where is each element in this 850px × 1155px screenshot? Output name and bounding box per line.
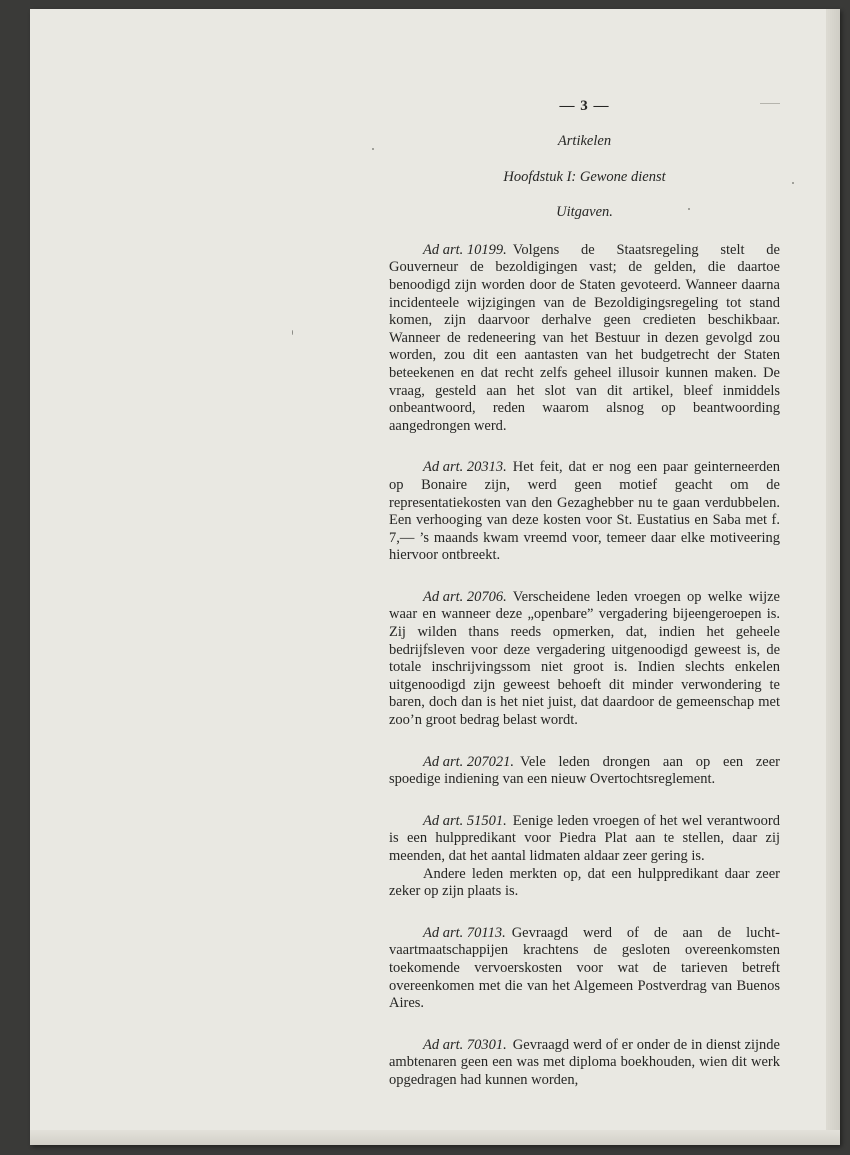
page-edge-bottom bbox=[30, 1130, 840, 1145]
article-paragraph bbox=[389, 242, 780, 436]
page-number: — 3 — bbox=[559, 98, 610, 114]
paper-speck bbox=[792, 182, 794, 184]
article-text: Verscheidene leden vroegen op welke wijze waar en wanneer deze „openbare” vergadering bijeengeroepen is. Zij wilden thans reeds opmerken, dat, indien het geheele bedrijfsleven voor deze vergadering uitgenoodigd geweest is, de totale inschrijvingssom niet groot is. Indien slechts enkelen uitgenoodigd zijn geweest behoeft dit minder verwondering te baren, doch dan is het niet juist, dat daardoor de gemeenschap met zoo’n groot bedrag belast wordt. bbox=[389, 588, 780, 729]
article-reference: Ad art. 20313. bbox=[423, 459, 507, 476]
article-paragraph bbox=[389, 925, 780, 1013]
article-reference: Ad art. 70113. bbox=[423, 924, 506, 941]
article-paragraph bbox=[389, 459, 780, 565]
article-paragraph bbox=[389, 754, 780, 789]
article-reference: Ad art. 207021. bbox=[423, 753, 515, 770]
article-paragraph bbox=[389, 589, 780, 730]
text-column bbox=[389, 98, 780, 1090]
article-block bbox=[389, 925, 780, 1013]
article-text: Gevraagd werd of de aan de luchtvaartmaatschappijen krachtens de gesloten overeenkomsten toekomende vervoerskosten voor wat de tarieven betreft overeenkomen met die van het Algemeen Postverdrag van Buenos Aires. bbox=[389, 924, 780, 1012]
article-block bbox=[389, 459, 780, 565]
article-reference: Ad art. 70301. bbox=[423, 1036, 507, 1053]
article-paragraph bbox=[389, 1037, 780, 1090]
article-block bbox=[389, 242, 780, 436]
article-block bbox=[389, 1037, 780, 1090]
paper-speck bbox=[372, 148, 374, 150]
subsection-heading: Uitgaven. bbox=[556, 204, 613, 221]
page-edge-right bbox=[826, 9, 840, 1145]
article-text: Het feit, dat er nog een paar geinterneerden op Bonaire zijn, werd geen motief geacht om de representatiekosten van den Gezaghebber nu te gaan verdubbelen. Een verhooging van deze kosten voor St. Eustatius en Saba met f. 7,— ’s maands kwam vreemd voor, temeer daar elke motiveering hiervoor ontbreekt. bbox=[389, 459, 780, 564]
articles-list bbox=[389, 242, 780, 1090]
article-text: Andere leden merkten op, dat een hulppredikant daar zeer zeker op zijn plaats is. bbox=[389, 865, 780, 900]
article-paragraph bbox=[389, 866, 780, 901]
article-paragraph bbox=[389, 813, 780, 866]
article-text: Vele leden drongen aan op een zeer spoedige indiening van een nieuw Overtochtsreglement. bbox=[389, 753, 780, 788]
article-block bbox=[389, 754, 780, 789]
article-block bbox=[389, 589, 780, 730]
chapter-heading: Hoofdstuk I: Gewone dienst bbox=[503, 168, 666, 185]
article-text: Eenige leden vroegen of het wel verantwoord is een hulppredikant voor Piedra Plat aan te stellen, daar zij meenden, dat het aantal lidmaten aldaar zeer gering is. bbox=[389, 812, 780, 864]
article-block bbox=[389, 813, 780, 901]
article-reference: Ad art. 51501. bbox=[423, 812, 507, 829]
article-reference: Ad art. 10199. bbox=[423, 241, 507, 258]
article-reference: Ad art. 20706. bbox=[423, 588, 507, 605]
article-text: Volgens de Staatsregeling stelt de Gouverneur de bezoldigingen vast; de gelden, die daartoe benoodigd zijn worden door de Staten gevoteerd. Wanneer daarna incidenteele wijzigingen van de Bezoldigingsregeling tot stand komen, zijn daarvoor derhalve geen credieten beschikbaar. Wanneer de redeneering van het Bestuur in dezen gevolgd zou worden, zou dit een aantasten van het budgetrecht der Staten beteekenen en dat recht zelfs geheel illusoir kunnen maken. De vraag, gesteld aan het slot van dit artikel, bleef inmiddels onbeantwoord, reden waarom alsnog op beantwoording aangedrongen werd. bbox=[389, 241, 780, 434]
section-heading: Artikelen bbox=[557, 133, 612, 149]
article-text: Gevraagd werd of er onder de in dienst zijnde ambtenaren geen een was met diploma boekhouden, wien dit werk opgedragen had kunnen worden, bbox=[389, 1036, 780, 1088]
paper-speck bbox=[292, 330, 293, 335]
